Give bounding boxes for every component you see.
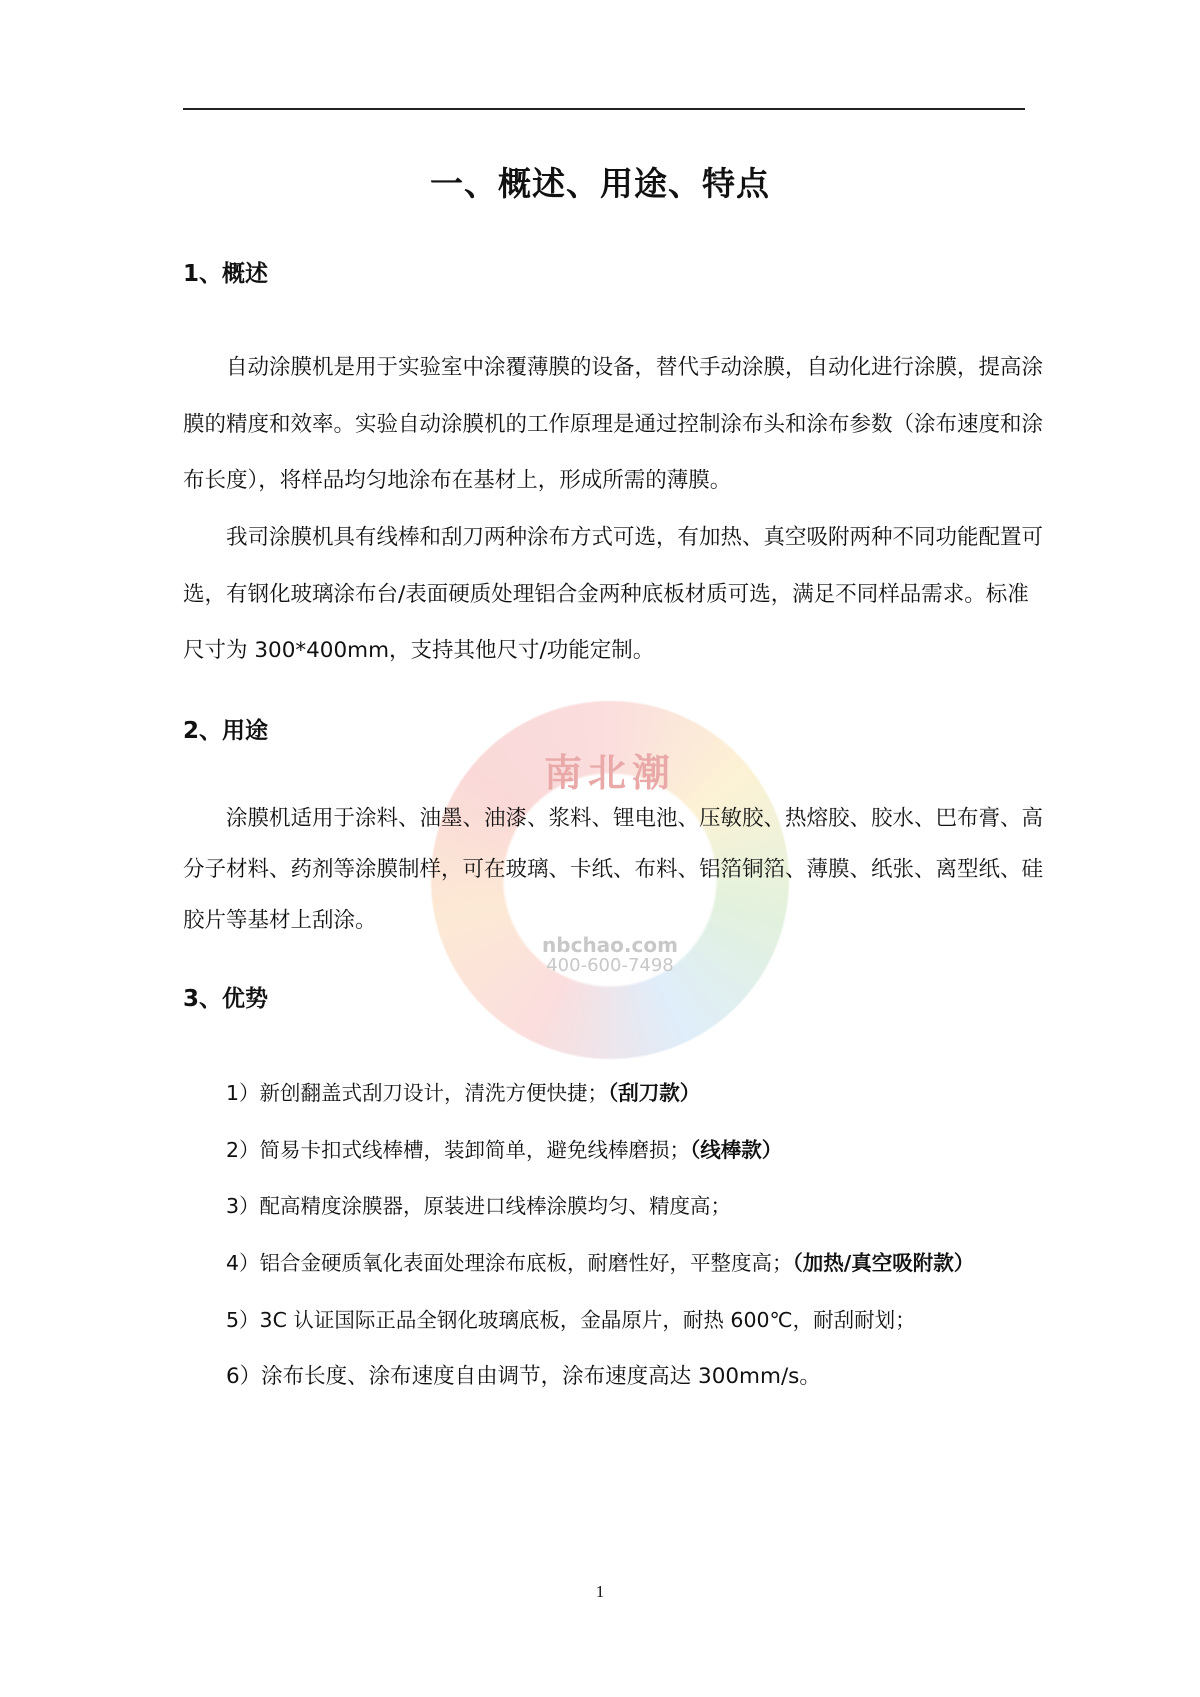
paragraph-line: 我司涂膜机具有线棒和刮刀两种涂布方式可选，有加热、真空吸附两种不同功能配置可 bbox=[226, 525, 1044, 550]
paragraph-line: 布长度），将样品均匀地涂布在基材上，形成所需的薄膜。 bbox=[183, 468, 732, 493]
section-heading-advantages: 3、优势 bbox=[183, 986, 269, 1012]
advantage-item bbox=[226, 1133, 782, 1163]
advantage-text: 6）涂布长度、涂布速度自由调节，涂布速度高达 300mm/s。 bbox=[226, 1364, 821, 1389]
paragraph-line: 涂膜机适用于涂料、油墨、油漆、浆料、锂电池、压敏胶、热熔胶、胶水、巴布膏、高 bbox=[226, 806, 1044, 831]
watermark-site: nbchao.com bbox=[542, 933, 678, 957]
advantage-text: 4）铝合金硬质氧化表面处理涂布底板，耐磨性好，平整度高； bbox=[226, 1251, 793, 1275]
paragraph-line: 膜的精度和效率。实验自动涂膜机的工作原理是通过控制涂布头和涂布参数（涂布速度和涂 bbox=[183, 412, 1044, 437]
section-heading-uses: 2、用途 bbox=[183, 718, 269, 744]
paragraph-line: 胶片等基材上刮涂。 bbox=[183, 908, 377, 933]
advantage-item bbox=[226, 1359, 821, 1390]
advantage-item bbox=[226, 1189, 731, 1219]
advantage-note: （刮刀款） bbox=[608, 1081, 701, 1105]
advantage-text: 2）简易卡扣式线棒槽，装卸简单，避免线棒磨损； bbox=[226, 1138, 691, 1162]
header-rule bbox=[183, 108, 1025, 110]
paragraph-line: 分子材料、药剂等涂膜制样，可在玻璃、卡纸、布料、铝箔铜箔、薄膜、纸张、离型纸、硅 bbox=[183, 857, 1044, 882]
advantage-text: 5）3C 认证国际正品全钢化玻璃底板，金晶原片，耐热 600℃，耐刮耐划； bbox=[226, 1308, 916, 1332]
paragraph-line: 自动涂膜机是用于实验室中涂覆薄膜的设备，替代手动涂膜，自动化进行涂膜，提高涂 bbox=[226, 355, 1044, 380]
paragraph-line: 尺寸为 300*400mm，支持其他尺寸/功能定制。 bbox=[183, 638, 655, 663]
paragraph-line: 选，有钢化玻璃涂布台/表面硬质处理铝合金两种底板材质可选，满足不同样品需求。标准 bbox=[183, 582, 1029, 607]
watermark-brand: 南北潮 bbox=[543, 751, 676, 795]
advantage-item bbox=[226, 1076, 700, 1106]
section-heading-overview: 1、概述 bbox=[183, 261, 269, 287]
advantage-note: （加热/真空吸附款） bbox=[792, 1251, 975, 1275]
page-number: 1 bbox=[595, 1582, 605, 1601]
advantage-text: 1）新创翻盖式刮刀设计，清洗方便快捷； bbox=[226, 1081, 609, 1105]
advantage-item bbox=[226, 1303, 916, 1333]
advantage-note: （线棒款） bbox=[690, 1138, 783, 1162]
page-title: 一、概述、用途、特点 bbox=[430, 164, 770, 203]
advantage-text: 3）配高精度涂膜器，原装进口线棒涂膜均匀、精度高； bbox=[226, 1194, 732, 1218]
advantage-item bbox=[226, 1246, 974, 1276]
watermark-phone: 400-600-7498 bbox=[546, 955, 674, 976]
